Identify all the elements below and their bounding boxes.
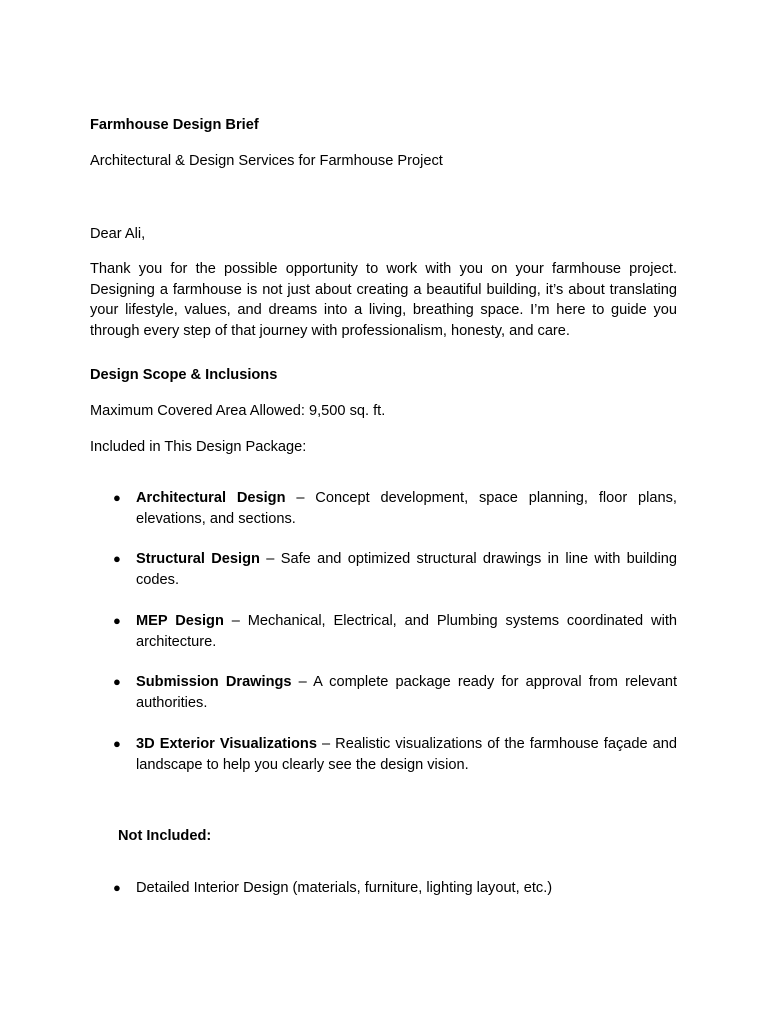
list-item-text [136,611,677,652]
bullet-icon: ● [113,674,121,689]
list-item-term: Structural Design [136,551,260,567]
document-subtitle: Architectural & Design Services for Farmhouse Project [90,153,443,169]
list-item-text [136,488,677,529]
list-item-text [136,672,677,713]
scope-heading: Design Scope & Inclusions [90,367,278,383]
included-label: Included in This Design Package: [90,439,307,455]
list-item-term: Submission Drawings [136,674,292,690]
list-item-desc: – Mechanical, Electrical, and Plumbing systems coordinated with architecture. [136,613,677,650]
bullet-icon: ● [113,736,121,751]
list-item-desc: – Concept development, space planning, floor plans, elevations, and sections. [136,490,677,527]
list-item-text: Detailed Interior Design (materials, furniture, lighting layout, etc.) [136,880,553,896]
list-item-text [136,734,677,775]
list-item-text [136,549,677,590]
max-area-text: Maximum Covered Area Allowed: 9,500 sq. ft. [90,403,386,419]
bullet-icon: ● [113,880,121,895]
not-included-heading: Not Included: [118,828,212,844]
bullet-icon: ● [113,490,121,505]
list-item-desc: – A complete package ready for approval from relevant authorities. [136,674,677,711]
greeting: Dear Ali, [90,226,146,242]
intro-paragraph: Thank you for the possible opportunity to work with you on your farmhouse project. Designing a farmhouse is not just about creating a beautiful building, it’s about translating your lifestyle, values, and dreams into a living, breathing space. I’m here to guide you through every step of that journey with professionalism, honesty, and care. [90,261,677,340]
list-item-desc: – Safe and optimized structural drawings in line with building codes. [136,551,677,588]
bullet-icon: ● [113,551,121,566]
list-item-desc: – Realistic visualizations of the farmhouse façade and landscape to help you clearly see the design vision. [136,736,677,773]
list-item-term: Architectural Design [136,490,286,506]
bullet-icon: ● [113,613,121,628]
list-item-term: 3D Exterior Visualizations [136,736,317,752]
list-item-term: MEP Design [136,613,224,629]
document-title: Farmhouse Design Brief [90,117,259,133]
